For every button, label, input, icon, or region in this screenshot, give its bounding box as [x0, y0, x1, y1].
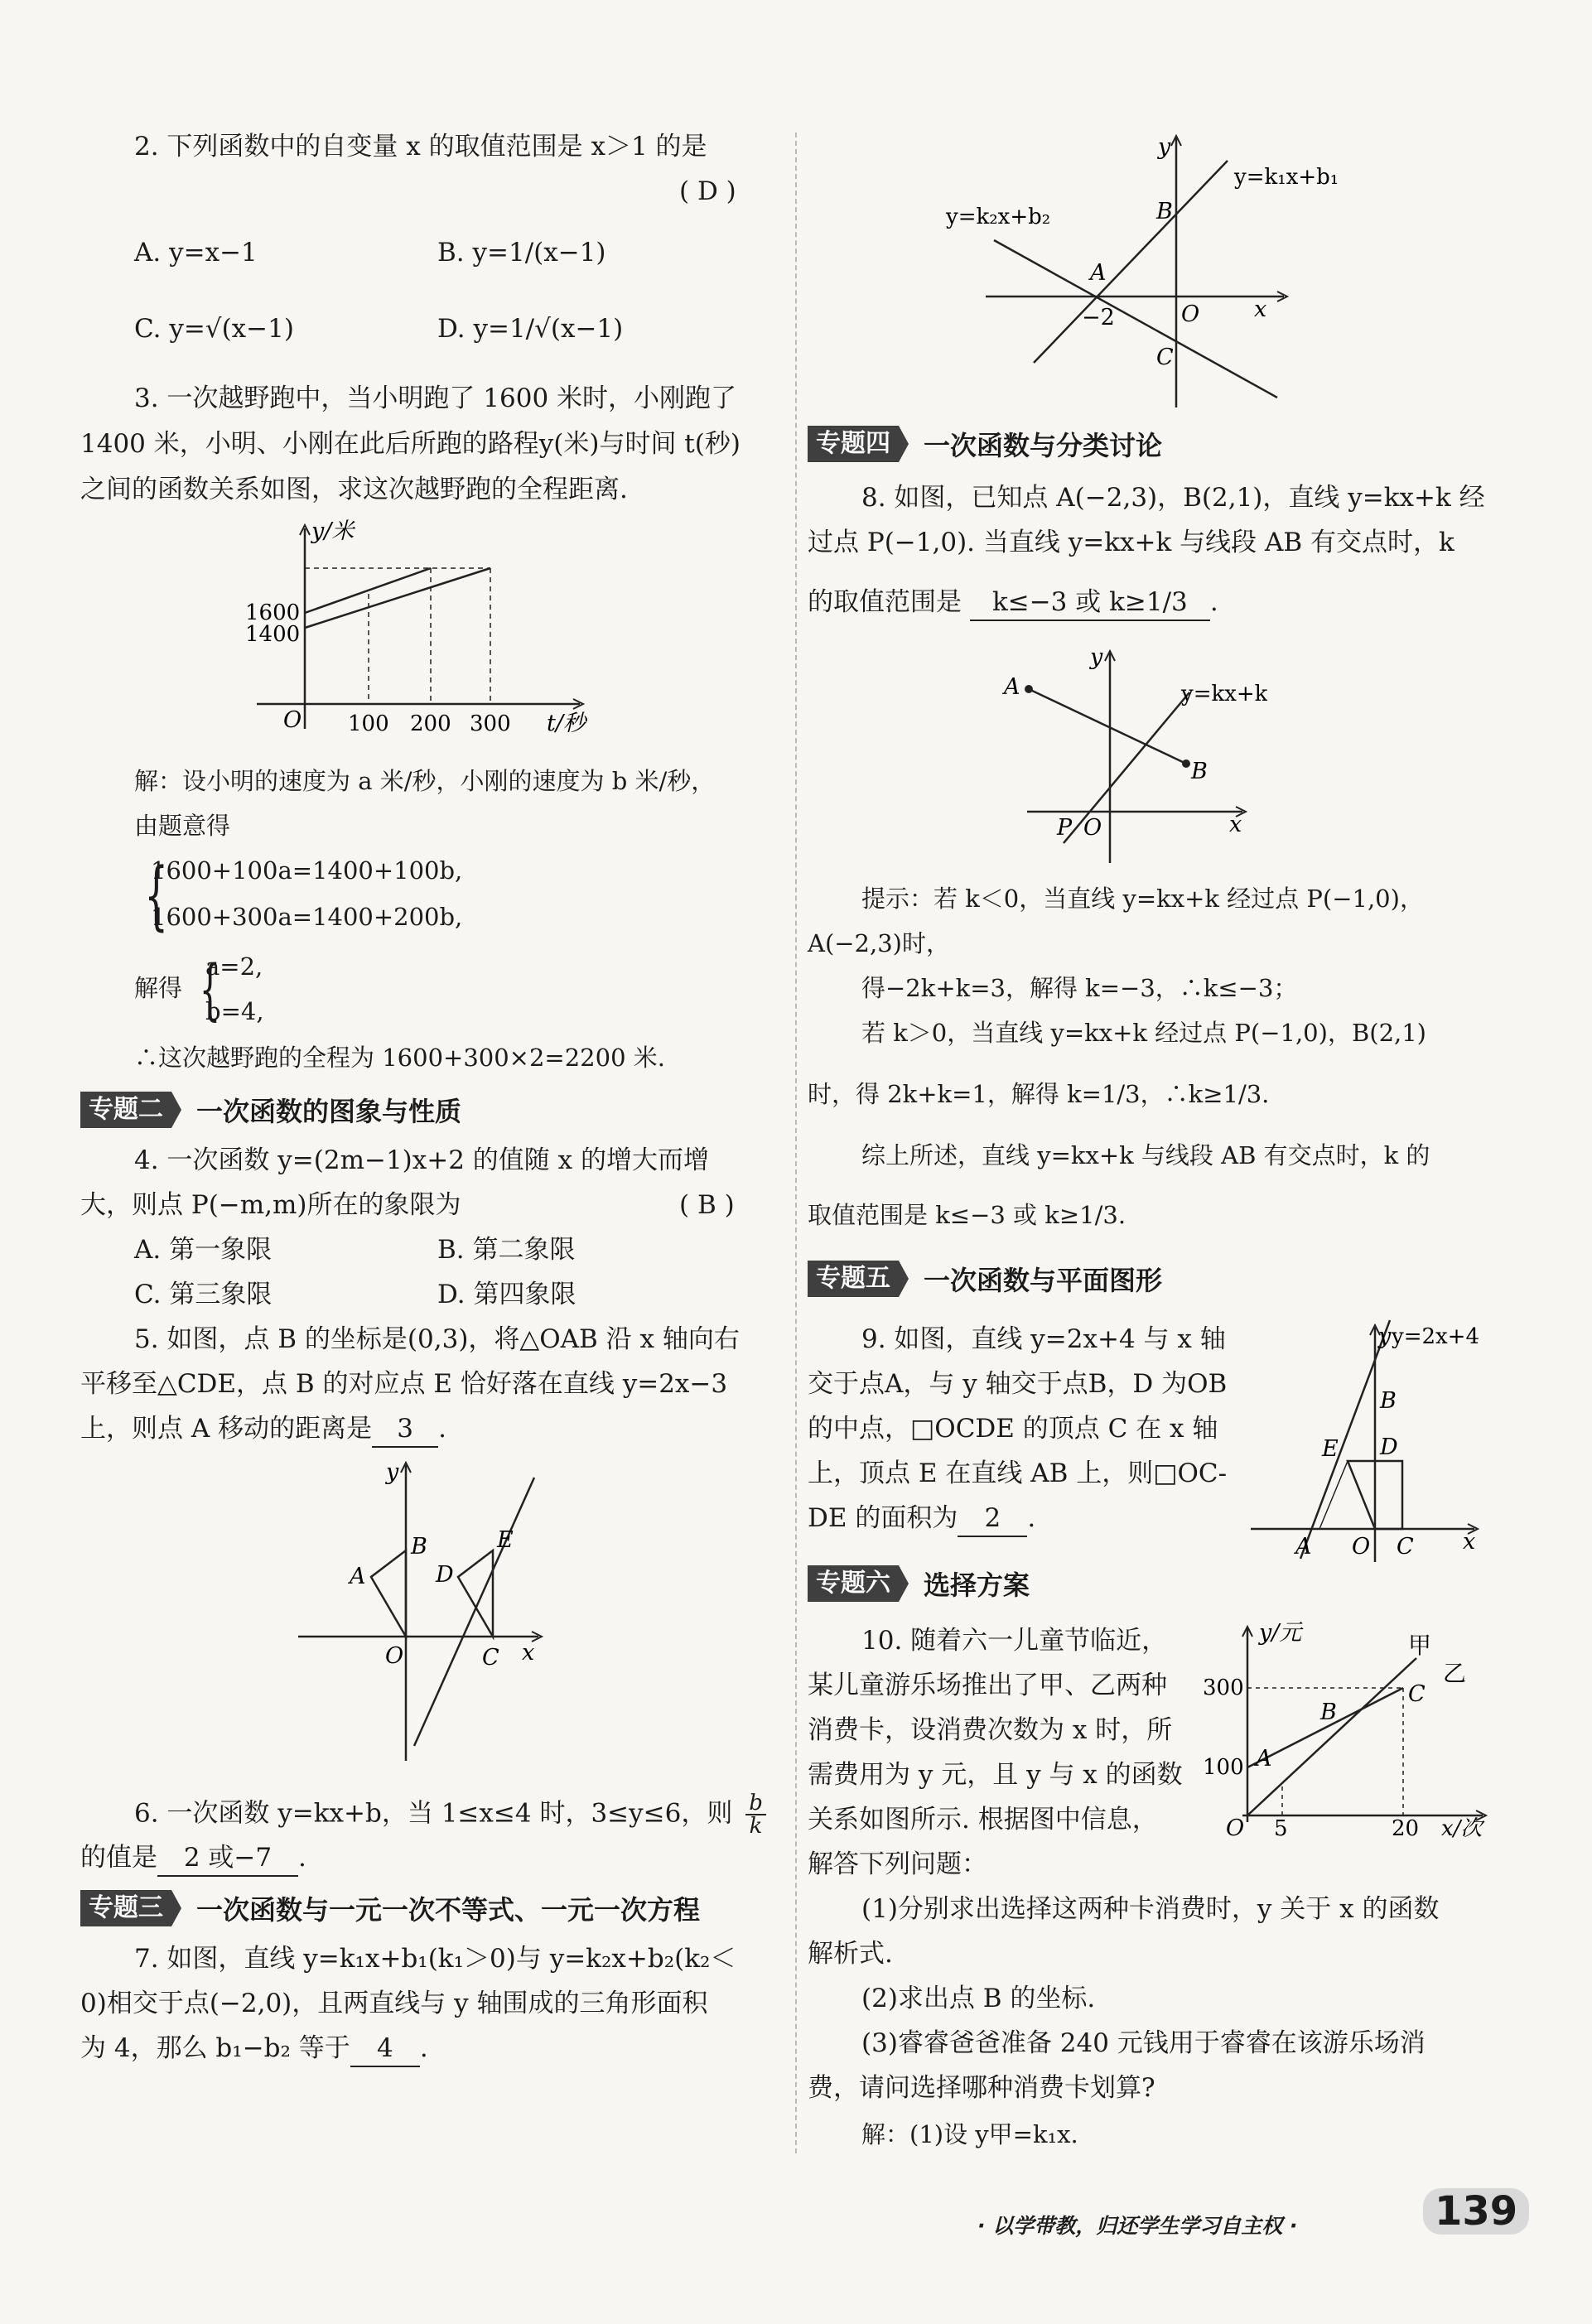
q3-eq2: 1600+300a=1400+200b, [151, 903, 463, 931]
svg-text:x: x [1463, 1529, 1476, 1555]
q3-brace-2: { [199, 951, 221, 1028]
footer-slogan: · 以学带教，归还学生学习自主权 · [977, 2214, 1298, 2238]
svg-text:B: B [1380, 1388, 1397, 1414]
q6-line1-text: 6. 一次函数 y=kx+b，当 1≤x≤4 时，3≤y≤6，则 [134, 1798, 733, 1829]
q10-line2: 某儿童游乐场推出了甲、乙两种 [808, 1671, 1167, 1700]
topic4-arrow-icon [899, 426, 909, 462]
svg-text:x: x [1229, 812, 1242, 837]
q2-stem: 2. 下列函数中的自变量 x 的取值范围是 x＞1 的是 [134, 132, 707, 162]
q10-sub2: (2)求出点 B 的坐标. [861, 1984, 1096, 2013]
svg-text:A: A [1256, 1746, 1272, 1772]
q8-line3: 的取值范围是 k≤−3 或 k≥1/3 . [808, 585, 1218, 621]
svg-text:y=k₂x+b₂: y=k₂x+b₂ [946, 205, 1051, 229]
topic5-arrow-icon [899, 1261, 909, 1297]
svg-text:x/次: x/次 [1441, 1816, 1483, 1839]
q10-solution: 解：(1)设 y甲=k₁x. [861, 2120, 1078, 2148]
svg-text:D: D [1380, 1434, 1398, 1460]
svg-text:甲: 甲 [1408, 1632, 1432, 1659]
q4-option-c: C. 第三象限 [134, 1280, 273, 1309]
page-number: 139 [1423, 2188, 1529, 2235]
q3-line-xiaoming [305, 568, 431, 613]
svg-text:20: 20 [1392, 1816, 1420, 1839]
topic6-arrow-icon [899, 1565, 909, 1602]
topic2-label: 专题二 [80, 1092, 171, 1128]
q9-answer: 2 [958, 1501, 1027, 1537]
q4-option-d: D. 第四象限 [437, 1280, 576, 1309]
svg-text:乙: 乙 [1443, 1660, 1467, 1687]
svg-text:A: A [350, 1564, 366, 1589]
svg-text:300: 300 [1203, 1675, 1244, 1700]
svg-text:C: C [1156, 345, 1174, 370]
q2-option-b: B. y=1/(x−1) [437, 238, 606, 268]
svg-text:5: 5 [1274, 1816, 1288, 1839]
q3-line2: 1400 米，小明、小刚在此后所跑的路程y(米)与时间 t(秒) [80, 429, 741, 459]
q10-sub1b: 解析式. [808, 1939, 893, 1969]
svg-text:O: O [1181, 301, 1200, 327]
q3-line-xiaogang [305, 568, 490, 628]
q3-origin: O [283, 707, 302, 733]
svg-text:B: B [1156, 199, 1173, 224]
q10-line6: 解答下列问题： [808, 1849, 987, 1879]
svg-text:E: E [1322, 1436, 1339, 1462]
q3-line3: 之间的函数关系如图，求这次越野跑的全程距离. [80, 475, 628, 504]
q10-sub3b: 费，请问选择哪种消费卡划算? [808, 2073, 1155, 2103]
q10-graph [1184, 1615, 1516, 1839]
q10-sub1: (1)分别求出选择这两种卡消费时，y 关于 x 的函数 [861, 1894, 1440, 1924]
q4-option-b: B. 第二象限 [437, 1235, 576, 1265]
q4-line2: 大，则点 P(−m,m)所在的象限为 [80, 1190, 461, 1220]
svg-text:C: C [1408, 1681, 1426, 1707]
svg-text:A: A [1295, 1534, 1312, 1560]
topic6-title: 选择方案 [924, 1569, 1030, 1601]
q10-line5: 关系如图所示. 根据图中信息， [808, 1805, 1158, 1835]
svg-text:−2: −2 [1082, 305, 1115, 330]
q7-line3-text: 为 4，那么 b₁−b₂ 等于 [80, 2033, 350, 2063]
topic2-title: 一次函数的图象与性质 [196, 1096, 462, 1127]
q8-graph [994, 639, 1267, 871]
q6-line2: 的值是 2 或−7 . [80, 1840, 306, 1877]
topic2-header [80, 1092, 461, 1128]
q6-frac-num: b [745, 1792, 766, 1815]
q3-graph [232, 513, 613, 745]
svg-text:D: D [436, 1562, 454, 1588]
svg-text:B: B [1320, 1700, 1337, 1725]
q9-line3: 的中点，□OCDE 的顶点 C 在 x 轴 [808, 1414, 1218, 1444]
topic6-label: 专题六 [808, 1565, 899, 1602]
q7-line-k1 [1034, 161, 1228, 363]
topic6-header [808, 1565, 1030, 1602]
q3-tick-200: 200 [410, 711, 451, 736]
q7-line3: 为 4，那么 b₁−b₂ 等于 4 . [80, 2031, 428, 2067]
q8-hint-7: 取值范围是 k≤−3 或 k≥1/3. [808, 1201, 1126, 1229]
q10-line-jia [1247, 1658, 1416, 1815]
q3-r1: a=2, [205, 952, 263, 981]
topic4-title: 一次函数与分类讨论 [924, 430, 1163, 461]
q3-solution-1: 解：设小明的速度为 a 米/秒，小刚的速度为 b 米/秒， [134, 767, 716, 795]
q9-line4: 上，顶点 E 在直线 AB 上，则□OC- [808, 1459, 1228, 1488]
q5-answer: 3 [372, 1411, 438, 1448]
q9-line2: 交于点A，与 y 轴交于点B，D 为OB [808, 1369, 1228, 1399]
q10-line1: 10. 随着六一儿童节临近， [861, 1626, 1168, 1656]
q3-tick-1600: 1600 [245, 600, 301, 625]
q8-hint-2: A(−2,3)时， [808, 929, 950, 957]
svg-text:y=kx+k: y=kx+k [1181, 682, 1267, 706]
svg-text:O: O [1083, 815, 1102, 841]
q9-line5: DE 的面积为 2 . [808, 1501, 1035, 1537]
q5-line3: 上，则点 A 移动的距离是 3 . [80, 1411, 446, 1448]
topic3-arrow-icon [171, 1890, 181, 1926]
q8-segment-ab [1029, 689, 1186, 764]
svg-text:y: y [386, 1459, 399, 1485]
svg-text:B: B [1191, 759, 1208, 784]
q8-line2: 过点 P(−1,0). 当直线 y=kx+k 与线段 AB 有交点时，k [808, 528, 1455, 557]
svg-text:y=k₁x+b₁: y=k₁x+b₁ [1234, 165, 1339, 190]
q3-line1: 3. 一次越野跑中，当小明跑了 1600 米时，小刚跑了 [134, 383, 737, 413]
topic5-label: 专题五 [808, 1261, 899, 1297]
q3-solution-2: 由题意得 [134, 812, 231, 840]
column-divider [795, 133, 797, 2153]
q7-answer: 4 [350, 2031, 420, 2067]
q6-line2-text: 的值是 [80, 1843, 157, 1873]
q3-tick-100: 100 [348, 711, 389, 736]
svg-text:O: O [385, 1643, 404, 1669]
q3-tick-1400: 1400 [245, 622, 301, 647]
q3-brace: { [144, 852, 168, 939]
q4-option-a: A. 第一象限 [134, 1235, 273, 1265]
topic5-header [808, 1261, 1162, 1297]
svg-text:E: E [497, 1527, 514, 1553]
svg-text:y/元: y/元 [1259, 1620, 1302, 1646]
q9-graph [1234, 1314, 1499, 1570]
svg-text:C: C [482, 1645, 499, 1671]
svg-text:C: C [1397, 1534, 1414, 1560]
q6-frac-den: k [749, 1814, 763, 1839]
q5-graph [290, 1454, 572, 1769]
q9-line5-text: DE 的面积为 [808, 1503, 958, 1533]
q5-line2: 平移至△CDE，点 B 的对应点 E 恰好落在直线 y=2x−3 [80, 1369, 728, 1399]
q2-option-c: C. y=√(x−1) [134, 314, 294, 344]
svg-text:O: O [1226, 1815, 1245, 1839]
q4-answer: ( B ) [679, 1190, 735, 1220]
q4-line1: 4. 一次函数 y=(2m−1)x+2 的值随 x 的增大而增 [134, 1145, 710, 1175]
svg-text:y: y [1378, 1324, 1392, 1349]
q2-option-a: A. y=x−1 [134, 238, 258, 268]
q8-line3-text: 的取值范围是 [808, 587, 962, 617]
svg-text:A: A [1090, 260, 1107, 286]
svg-text:B: B [411, 1534, 427, 1560]
svg-text:x: x [1254, 297, 1267, 322]
q8-hint-1: 提示：若 k＜0，当直线 y=kx+k 经过点 P(−1,0)， [861, 885, 1424, 913]
q2-option-d: D. y=1/√(x−1) [437, 314, 624, 344]
topic3-title: 一次函数与一元一次不等式、一元一次方程 [196, 1894, 701, 1926]
topic5-title: 一次函数与平面图形 [924, 1265, 1163, 1296]
q6-answer: 2 或−7 [157, 1840, 298, 1877]
q8-hint-6: 综上所述，直线 y=kx+k 与线段 AB 有交点时，k 的 [861, 1141, 1430, 1169]
q3-solution-4: ∴这次越野跑的全程为 1600+300×2=2200 米. [134, 1044, 665, 1072]
q7-line2: 0)相交于点(−2,0)，且两直线与 y 轴围成的三角形面积 [80, 1989, 708, 2018]
svg-text:100: 100 [1203, 1755, 1244, 1780]
q7-graph [936, 126, 1350, 416]
q8-hint-4: 若 k＞0，当直线 y=kx+k 经过点 P(−1,0)，B(2,1) [861, 1019, 1426, 1047]
svg-text:y: y [1090, 644, 1103, 670]
q6-fraction [745, 1792, 766, 1837]
q8-hint-5: 时，得 2k+k=1，解得 k=1/3，∴k≥1/3. [808, 1080, 1270, 1108]
q8-hint-3: 得−2k+k=3，解得 k=−3，∴k≤−3； [861, 974, 1298, 1002]
q9-line-2x+4 [1300, 1320, 1390, 1559]
q5-line3-text: 上，则点 A 移动的距离是 [80, 1414, 373, 1444]
q3-eq1: 1600+100a=1400+100b, [151, 856, 463, 885]
topic4-header [808, 426, 1162, 462]
svg-text:y=2x+4: y=2x+4 [1392, 1324, 1480, 1349]
svg-text:O: O [1352, 1534, 1371, 1560]
q7-line1: 7. 如图，直线 y=k₁x+b₁(k₁＞0)与 y=k₂x+b₂(k₂＜ [134, 1944, 736, 1974]
topic4-label: 专题四 [808, 426, 899, 462]
q6-line1 [134, 1792, 766, 1837]
q3-r2: b=4, [205, 997, 264, 1025]
q3-tick-300: 300 [470, 711, 511, 736]
topic3-header [80, 1890, 700, 1926]
q3-xlabel: t/秒 [547, 711, 586, 736]
topic2-arrow-icon [171, 1092, 181, 1128]
q7-line-k2 [994, 240, 1277, 398]
q5-line-2x-3 [414, 1478, 534, 1746]
q10-line4: 需费用为 y 元，且 y 与 x 的函数 [808, 1760, 1183, 1790]
q2-answer: ( D ) [679, 176, 736, 206]
topic3-label: 专题三 [80, 1890, 171, 1926]
q10-line3: 消费卡，设消费次数为 x 时，所 [808, 1715, 1173, 1745]
q8-line1: 8. 如图，已知点 A(−2,3)，B(2,1)，直线 y=kx+k 经 [861, 483, 1485, 513]
q5-line1: 5. 如图，点 B 的坐标是(0,3)，将△OAB 沿 x 轴向右 [134, 1324, 740, 1354]
q3-solution-3: 解得 [134, 974, 183, 1002]
svg-text:y: y [1158, 134, 1171, 160]
q5-triangle-cde [458, 1550, 493, 1637]
q5-triangle-oab [371, 1550, 406, 1637]
q10-sub3: (3)睿睿爸爸准备 240 元钱用于睿睿在该游乐场消 [861, 2028, 1426, 2058]
q8-answer: k≤−3 或 k≥1/3 [970, 585, 1210, 621]
svg-text:P: P [1057, 815, 1073, 841]
q3-ylabel: y/米 [311, 518, 355, 544]
q9-line1: 9. 如图，直线 y=2x+4 与 x 轴 [861, 1324, 1226, 1354]
svg-text:x: x [522, 1640, 535, 1666]
svg-text:A: A [1004, 674, 1020, 700]
